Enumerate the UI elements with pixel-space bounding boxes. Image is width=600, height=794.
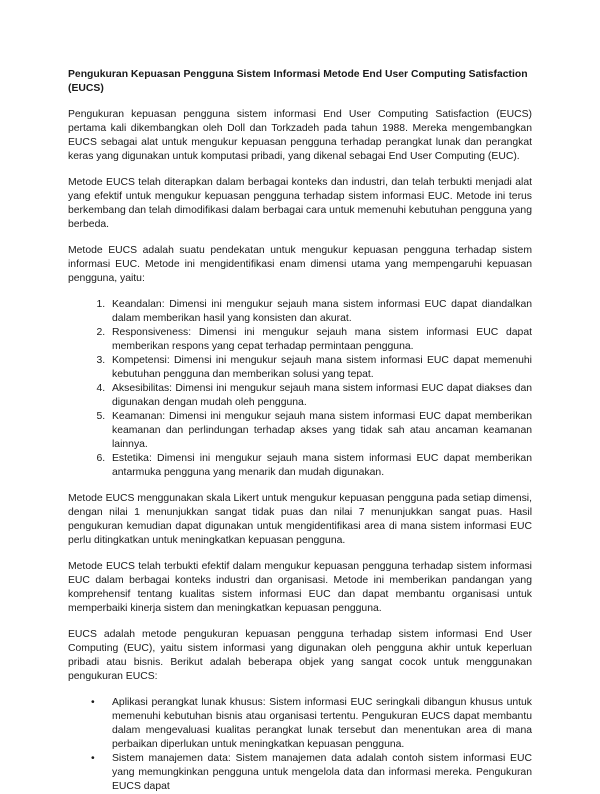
- list-item: [91, 752, 532, 794]
- dimension-item-kompetensi: 3. Kompetensi: Dimensi ini mengukur sejauh mana sistem informasi EUC dapat memenuhi kebutuhan pengguna dan memberikan solusi yang tepat.: [108, 354, 532, 382]
- dimension-item-estetika: 6. Estetika: Dimensi ini mengukur sejauh mana sistem informasi EUC dapat memberikan antarmuka pengguna yang menarik dan mudah digunakan.: [108, 452, 532, 480]
- document-title: Pengukuran Kepuasan Pengguna Sistem Informasi Metode End User Computing Satisfaction (EUCS): [68, 69, 528, 94]
- bullet-icon: •: [91, 753, 95, 764]
- dimension-item-keamanan: 5. Keamanan: Dimensi ini mengukur sejauh mana sistem informasi EUC dapat memberikan keamanan dan perlindungan terhadap akses yang tidak sah atau ancaman keamanan lainnya.: [108, 410, 532, 452]
- dimensions-intro-paragraph: Metode EUCS adalah suatu pendekatan untuk mengukur kepuasan pengguna terhadap sistem informasi EUC. Metode ini mengidentifikasi enam dimensi utama yang mempengaruhi kepuasan pengguna, yaitu:: [68, 245, 532, 284]
- dimension-item-keandalan: 1. Keandalan: Dimensi ini mengukur sejauh mana sistem informasi EUC dapat diandalkan dalam memberikan hasil yang konsisten dan akurat.: [108, 298, 532, 326]
- application-paragraph: Metode EUCS telah diterapkan dalam berbagai konteks dan industri, dan telah terbukti menjadi alat yang efektif untuk mengukur kepuasan pengguna terhadap sistem informasi EUC. Metode ini terus berkembang dan telah dimodifikasi dalam berbagai cara untuk memenuhi kebutuhan pengguna yang berbeda.: [68, 177, 532, 230]
- object-item-text: Sistem manajemen data: Sistem manajemen data adalah contoh sistem informasi EUC yang memungkinkan pengguna untuk mengelola data dan informasi mereka. Pengukuran EUCS dapat: [112, 753, 532, 792]
- likert-paragraph: Metode EUCS menggunakan skala Likert untuk mengukur kepuasan pengguna pada setiap dimensi, dengan nilai 1 menunjukkan sangat tidak puas dan nilai 7 menunjukkan sangat puas. Hasil pengukuran kemudian dapat digunakan untuk mengidentifikasi area di mana sistem informasi EUC perlu ditingkatkan untuk meningkatkan kepuasan pengguna.: [68, 493, 532, 546]
- objects-list: [68, 696, 532, 794]
- intro-paragraph: Pengukuran kepuasan pengguna sistem informasi End User Computing Satisfaction (EUCS) pertama kali dikembangkan oleh Doll dan Torkzadeh pada tahun 1988. Mereka mengembangkan EUCS sebagai alat untuk mengukur kepuasan pengguna terhadap perangkat lunak dan perangkat keras yang digunakan untuk komputasi pribadi, yang dikenal sebagai End User Computing (EUC).: [68, 109, 532, 162]
- dimension-item-responsiveness: 2. Responsiveness: Dimensi ini mengukur sejauh mana sistem informasi EUC dapat memberikan respons yang cepat terhadap permintaan pengguna.: [108, 326, 532, 354]
- bullet-icon: •: [91, 697, 95, 708]
- dimensions-list: [68, 298, 532, 480]
- effectiveness-paragraph: Metode EUCS telah terbukti efektif dalam mengukur kepuasan pengguna terhadap sistem informasi EUC dalam berbagai konteks industri dan organisasi. Metode ini memberikan pandangan yang komprehensif tentang kualitas sistem informasi EUC dan dapat membantu organisasi untuk memperbaiki kinerja sistem dan meningkatkan kepuasan pengguna.: [68, 561, 532, 614]
- objects-intro-paragraph: EUCS adalah metode pengukuran kepuasan pengguna terhadap sistem informasi End User Computing (EUC), yaitu sistem informasi yang digunakan oleh pengguna akhir untuk keperluan pribadi atau bisnis. Berikut adalah beberapa objek yang sangat cocok untuk menggunakan pengukuran EUCS:: [68, 629, 532, 682]
- object-item-text: Aplikasi perangkat lunak khusus: Sistem informasi EUC seringkali dibangun khusus untuk memenuhi kebutuhan bisnis atau organisasi tertentu. Pengukuran EUCS dapat membantu dalam mengevaluasi kualitas perangkat lunak tersebut dan menentukan area di mana perbaikan diperlukan untuk meningkatkan kepuasan pengguna.: [112, 697, 532, 750]
- list-item: [91, 696, 532, 752]
- dimension-item-aksesibilitas: 4. Aksesibilitas: Dimensi ini mengukur sejauh mana sistem informasi EUC dapat diakses dan digunakan dengan mudah oleh pengguna.: [108, 382, 532, 410]
